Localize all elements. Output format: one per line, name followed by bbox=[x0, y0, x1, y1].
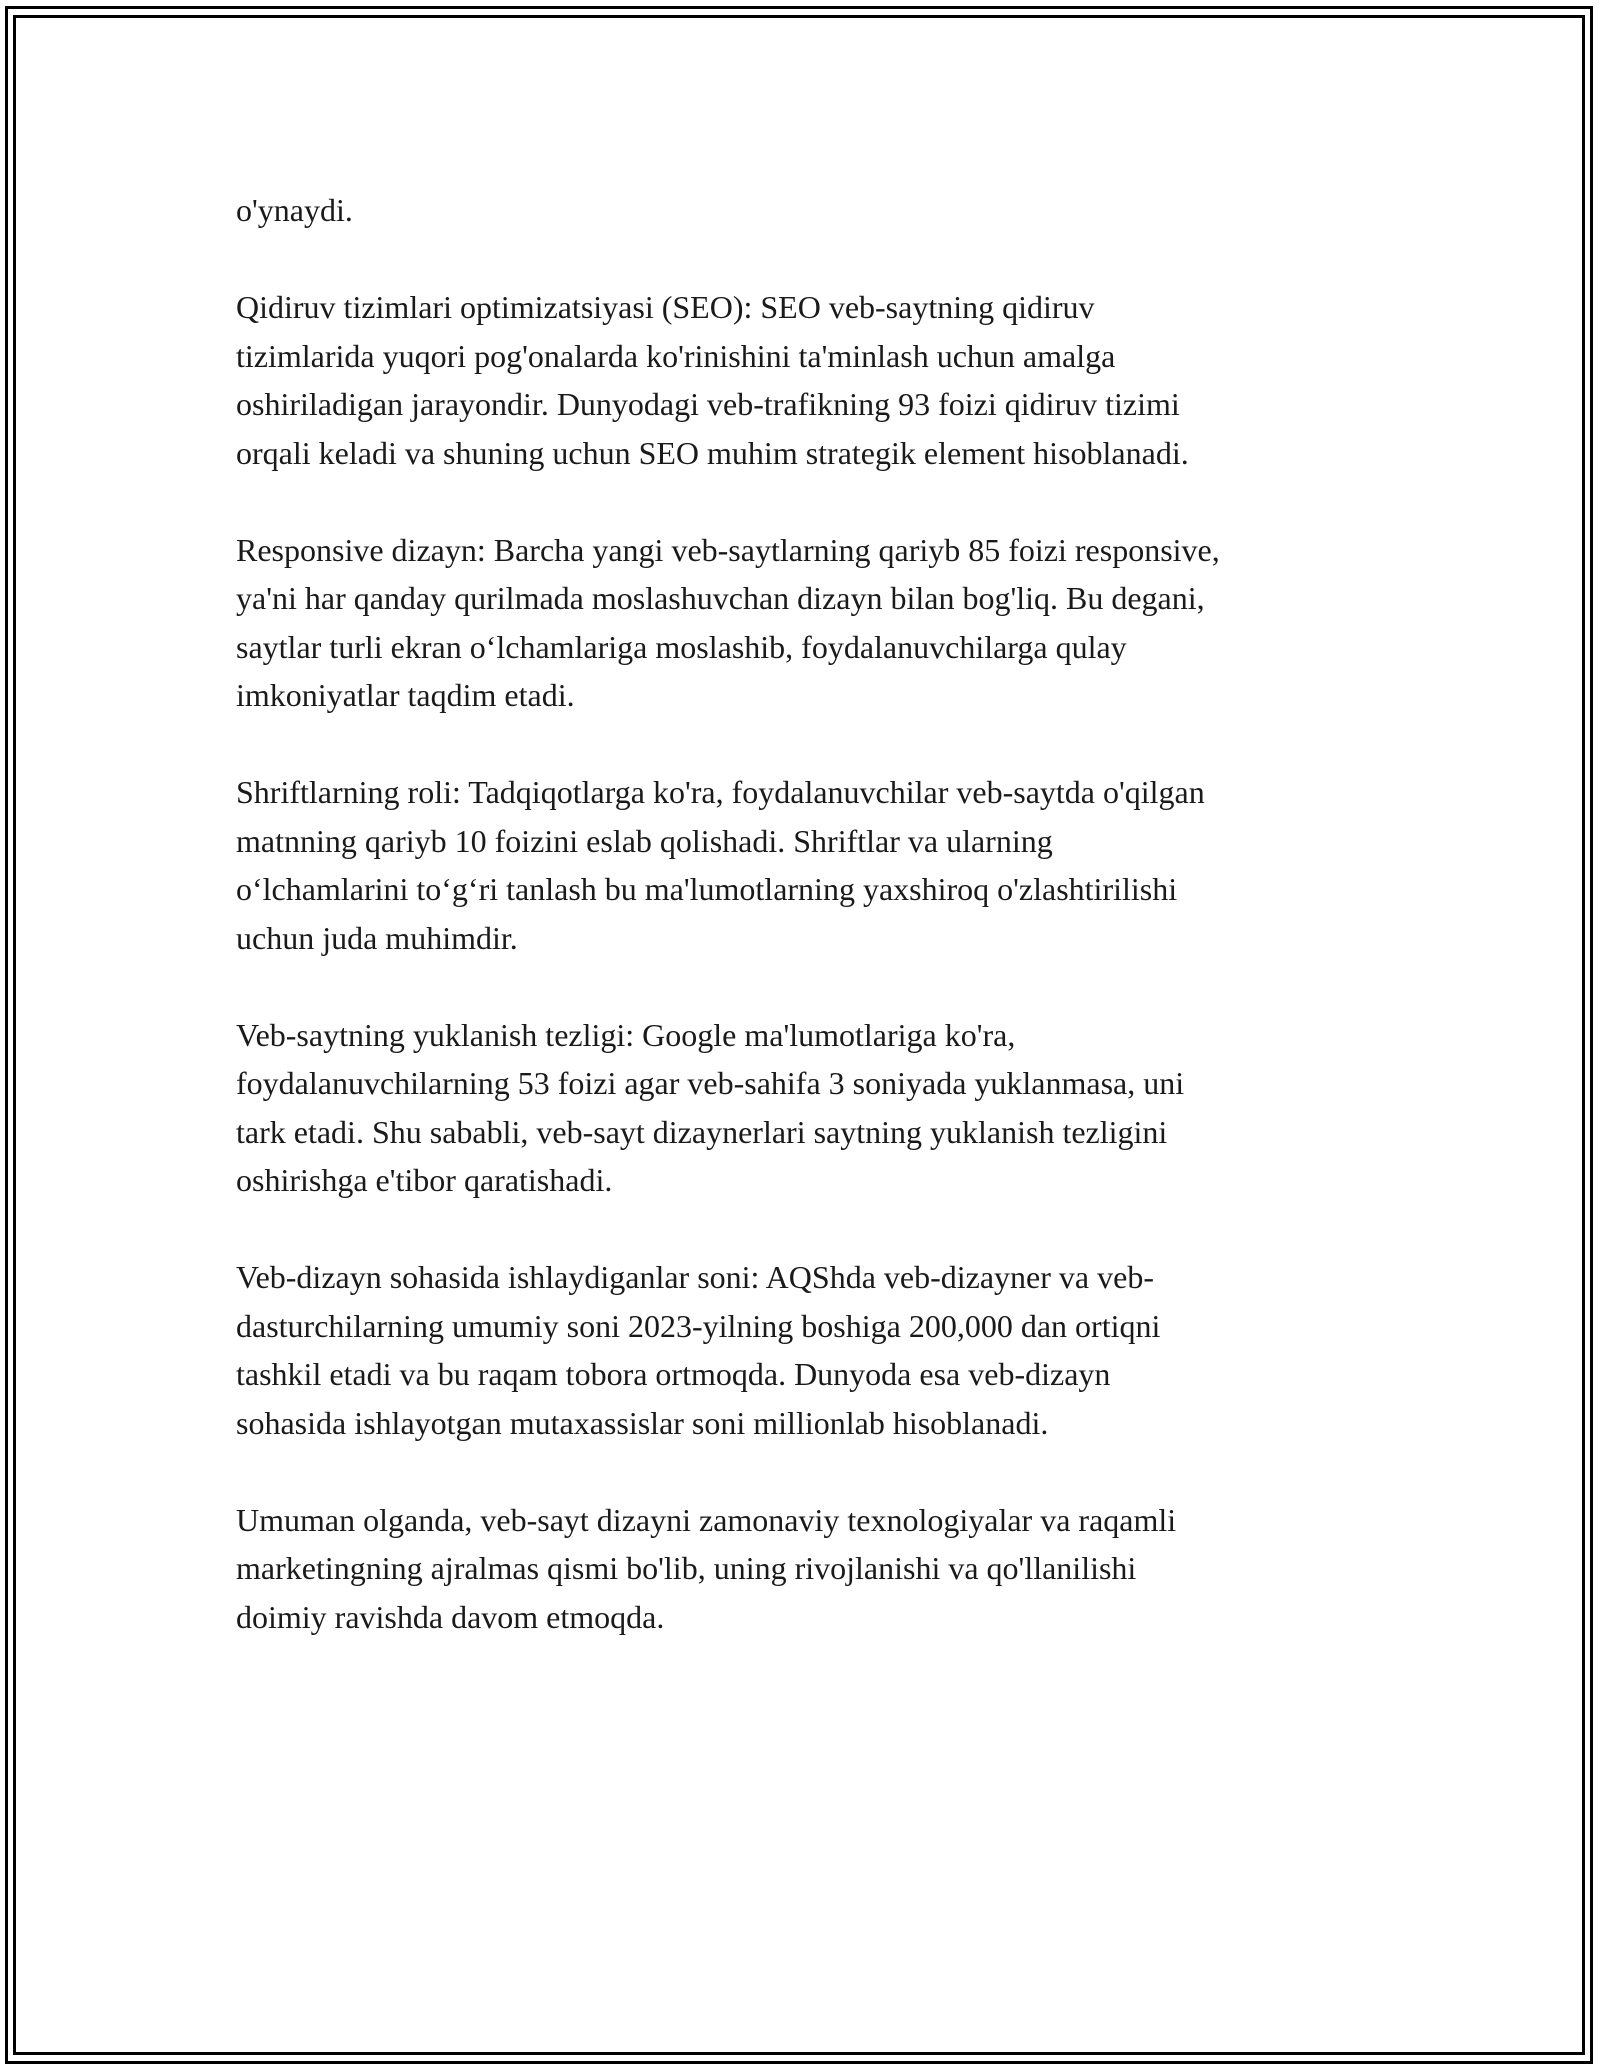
paragraph-conclusion: Umuman olganda, veb-sayt dizayni zamonaviy texnologiyalar va raqamli marketingning ajralmas qismi bo'lib, uning rivojlanishi va qo'llanilishi doimiy ravishda davom etmoqda. bbox=[236, 1501, 1177, 1635]
paragraph-loading-speed: Veb-saytning yuklanish tezligi: Google ma'lumotlariga ko'ra, foydalanuvchilarning 53 foizi agar veb-sahifa 3 soniyada yuklanmasa, uni tark etadi. Shu sababli, veb-sayt dizaynerlari saytning yuklanish tezligini oshirishga e'tibor qaratishadi. bbox=[236, 1016, 1185, 1198]
paragraph-continuation: o'ynaydi. bbox=[236, 192, 353, 228]
paragraph-workforce: Veb-dizayn sohasida ishlaydiganlar soni: AQShda veb-dizayner va veb- dasturchilarning umumiy soni 2023-yilning boshiga 200,000 dan ortiqni tashkil etadi va bu raqam tobora ortmoqda. Dunyoda esa veb-dizayn sohasida ishlayotgan mutaxassislar soni millionlab hisoblanadi. bbox=[236, 1259, 1161, 1441]
paragraph-seo: Qidiruv tizimlari optimizatsiyasi (SEO): SEO veb-saytning qidiruv tizimlarida yuqori pog'onalarda ko'rinishini ta'minlash uchun amalga oshiriladigan jarayondir. Dunyodagi veb-trafikning 93 foizi qidiruv tizimi orqali keladi va shuning uchun SEO muhim strategik element hisoblanadi. bbox=[236, 289, 1189, 471]
paragraph-fonts-role: Shriftlarning roli: Tadqiqotlarga ko'ra, foydalanuvchilar veb-saytda o'qilgan matnning qariyb 10 foizini eslab qolishadi. Shriftlar va ularning oʻlchamlarini toʻgʻri tanlash bu ma'lumotlarning yaxshiroq o'zlashtirilishi uchun juda muhimdir. bbox=[236, 774, 1205, 956]
paragraph-responsive-design: Responsive dizayn: Barcha yangi veb-saytlarning qariyb 85 foizi responsive, ya'ni har qanday qurilmada moslashuvchan dizayn bilan bog'liq. Bu degani, saytlar turli ekran oʻlchamlariga moslashib, foydalanuvchilarga qulay imkoniyatlar taqdim etadi. bbox=[236, 531, 1220, 713]
document-body bbox=[236, 186, 1376, 1690]
